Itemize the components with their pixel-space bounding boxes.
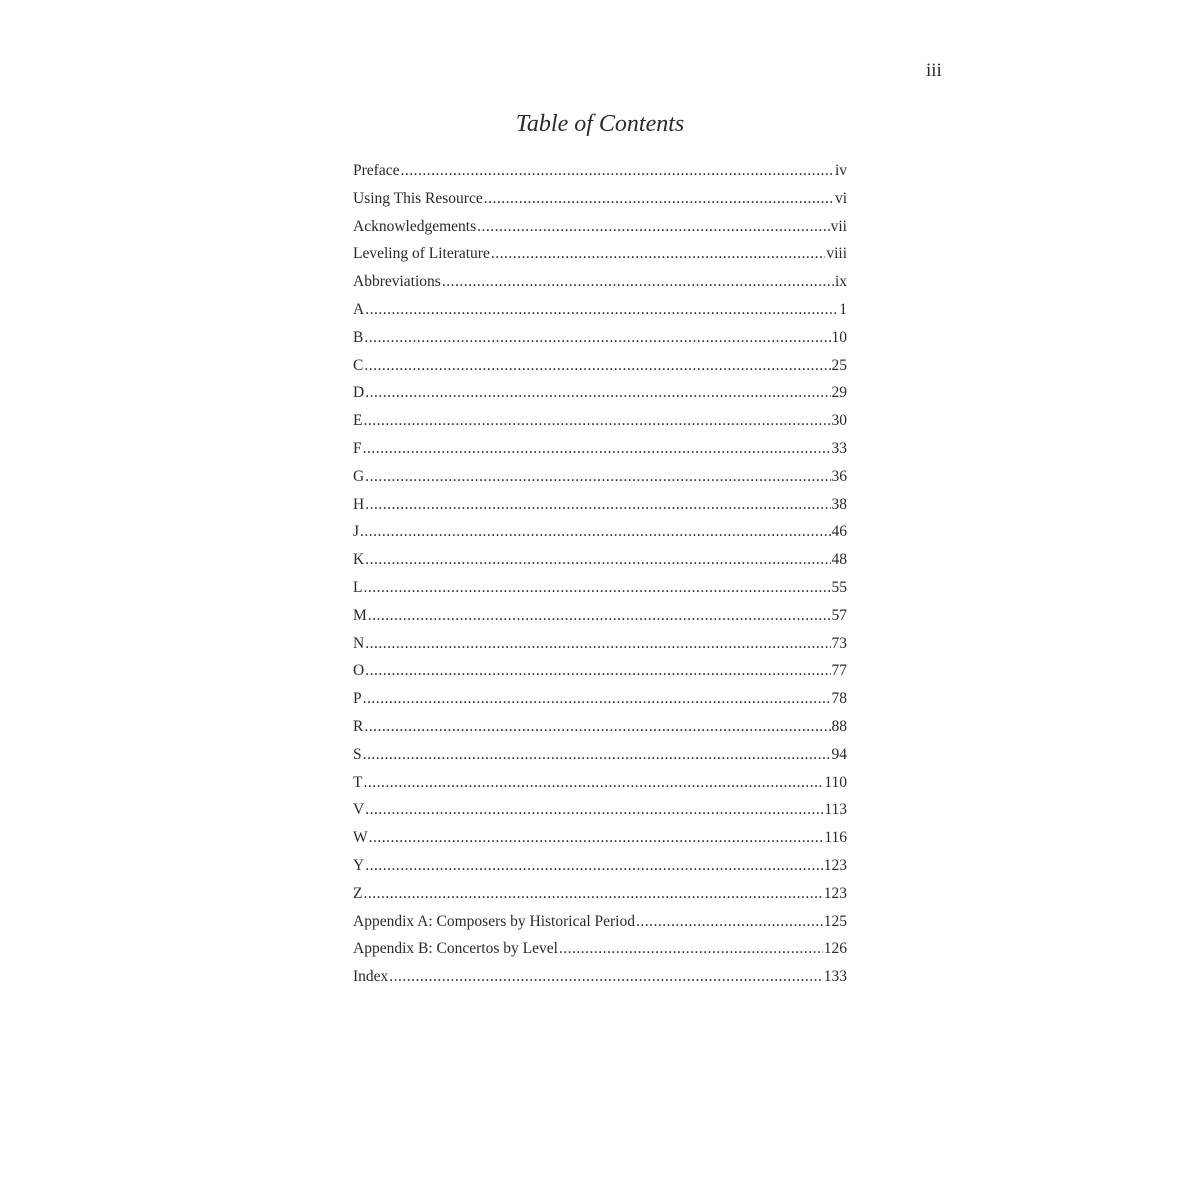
dot-leader [363,579,830,597]
toc-entry-label: Acknowledgements [353,217,477,235]
toc-entry-page: 94 [831,745,847,763]
table-of-contents [353,162,847,996]
toc-entry[interactable] [353,635,847,663]
dot-leader [363,746,831,764]
toc-entry-page: 125 [823,912,847,930]
dot-leader [365,635,830,653]
toc-entry[interactable] [353,329,847,357]
toc-entry-label: Preface [353,162,400,179]
dot-leader [477,218,830,236]
toc-entry[interactable] [353,384,847,412]
toc-entry[interactable] [353,245,847,273]
toc-entry-label: Abbreviations [353,273,441,291]
toc-entry[interactable] [353,273,847,301]
toc-entry[interactable] [353,829,847,857]
toc-entry-page: viii [826,245,847,263]
toc-entry-page: 57 [831,606,847,624]
toc-entry[interactable] [353,690,847,718]
toc-entry[interactable] [353,551,847,579]
dot-leader [400,162,833,180]
toc-entry-label: L [353,578,363,596]
toc-entry-page: 133 [823,968,847,986]
toc-entry-label: M [353,606,367,624]
page-title: Table of Contents [515,111,685,137]
toc-entry-label: Y [353,856,365,874]
toc-entry-page: 46 [831,523,847,541]
toc-entry-page: 33 [831,439,847,457]
toc-entry-label: Z [353,884,363,902]
toc-entry-page: 1 [839,300,847,318]
toc-entry[interactable] [353,801,847,829]
toc-entry-label: B [353,328,364,346]
toc-entry[interactable] [353,357,847,385]
toc-entry[interactable] [353,774,847,802]
toc-entry-page: 30 [831,412,847,430]
toc-entry-page: 126 [823,940,847,958]
toc-entry[interactable] [353,218,847,246]
toc-entry[interactable] [353,468,847,496]
toc-entry-page: 10 [831,328,847,346]
toc-entry-page: 73 [831,634,847,652]
dot-leader [365,857,823,875]
toc-entry-label: Using This Resource [353,189,483,207]
toc-entry[interactable] [353,496,847,524]
toc-entry-label: P [353,690,362,708]
toc-entry-label: F [353,439,362,457]
toc-entry-label: K [353,551,365,569]
toc-entry-page: 36 [831,467,847,485]
page-number: iii [926,60,942,81]
toc-entry-label: C [353,356,364,374]
toc-entry[interactable] [353,523,847,551]
toc-entry-page: vii [830,217,847,235]
dot-leader [363,774,823,792]
toc-entry-page: 77 [831,662,847,680]
toc-entry-label: Appendix B: Concertos by Level [353,940,558,958]
toc-entry[interactable] [353,440,847,468]
toc-entry-page: vi [834,189,847,207]
toc-entry-page: 110 [824,773,847,791]
dot-leader [365,801,823,819]
toc-entry[interactable] [353,162,847,190]
toc-entry-label: E [353,412,363,430]
toc-entry[interactable] [353,412,847,440]
toc-entry-label: S [353,745,362,763]
toc-entry-label: R [353,717,364,735]
toc-entry-label: O [353,662,365,680]
toc-entry-page: 48 [831,551,847,569]
toc-entry[interactable] [353,607,847,635]
toc-entry[interactable] [353,940,847,968]
toc-entry-page: iv [834,162,847,179]
dot-leader [636,913,823,931]
dot-leader [364,329,830,347]
dot-leader [363,412,830,430]
toc-entry-page: 123 [823,884,847,902]
toc-entry-label: T [353,773,363,791]
dot-leader [484,190,834,208]
toc-entry-label: Index [353,968,389,986]
toc-entry-page: 88 [831,717,847,735]
toc-entry[interactable] [353,857,847,885]
toc-entry[interactable] [353,885,847,913]
toc-entry-page: 29 [831,384,847,402]
dot-leader [363,690,831,708]
toc-entry-page: 55 [831,578,847,596]
dot-leader [360,523,830,541]
toc-entry[interactable] [353,190,847,218]
toc-entry-label: H [353,495,365,513]
toc-entry-page: 123 [823,856,847,874]
toc-entry[interactable] [353,718,847,746]
dot-leader [365,384,830,402]
dot-leader [369,829,824,847]
toc-entry[interactable] [353,662,847,690]
toc-entry-label: N [353,634,365,652]
toc-entry-page: 38 [831,495,847,513]
toc-entry-label: Leveling of Literature [353,245,490,263]
dot-leader [368,607,831,625]
dot-leader [364,718,830,736]
dot-leader [365,301,838,319]
dot-leader [389,968,822,986]
toc-entry-label: V [353,801,365,819]
toc-entry-page: ix [834,273,847,291]
toc-entry-label: J [353,523,360,541]
toc-entry-label: A [353,300,365,318]
dot-leader [365,496,830,514]
dot-leader [365,468,830,486]
toc-entry[interactable] [353,913,847,941]
toc-entry-page: 25 [831,356,847,374]
toc-entry-page: 113 [824,801,847,819]
toc-entry[interactable] [353,746,847,774]
dot-leader [491,245,825,263]
toc-entry-label: W [353,829,368,847]
dot-leader [442,273,834,291]
toc-entry-label: D [353,384,365,402]
toc-entry-label: G [353,467,365,485]
dot-leader [363,440,831,458]
toc-entry-label: Appendix A: Composers by Historical Period [353,912,635,930]
dot-leader [364,357,830,375]
toc-entry[interactable] [353,301,847,329]
dot-leader [365,551,830,569]
toc-entry-page: 78 [831,690,847,708]
toc-entry-page: 116 [824,829,847,847]
toc-entry[interactable] [353,579,847,607]
toc-entry[interactable] [353,968,847,996]
dot-leader [559,940,823,958]
dot-leader [363,885,822,903]
dot-leader [365,662,830,680]
